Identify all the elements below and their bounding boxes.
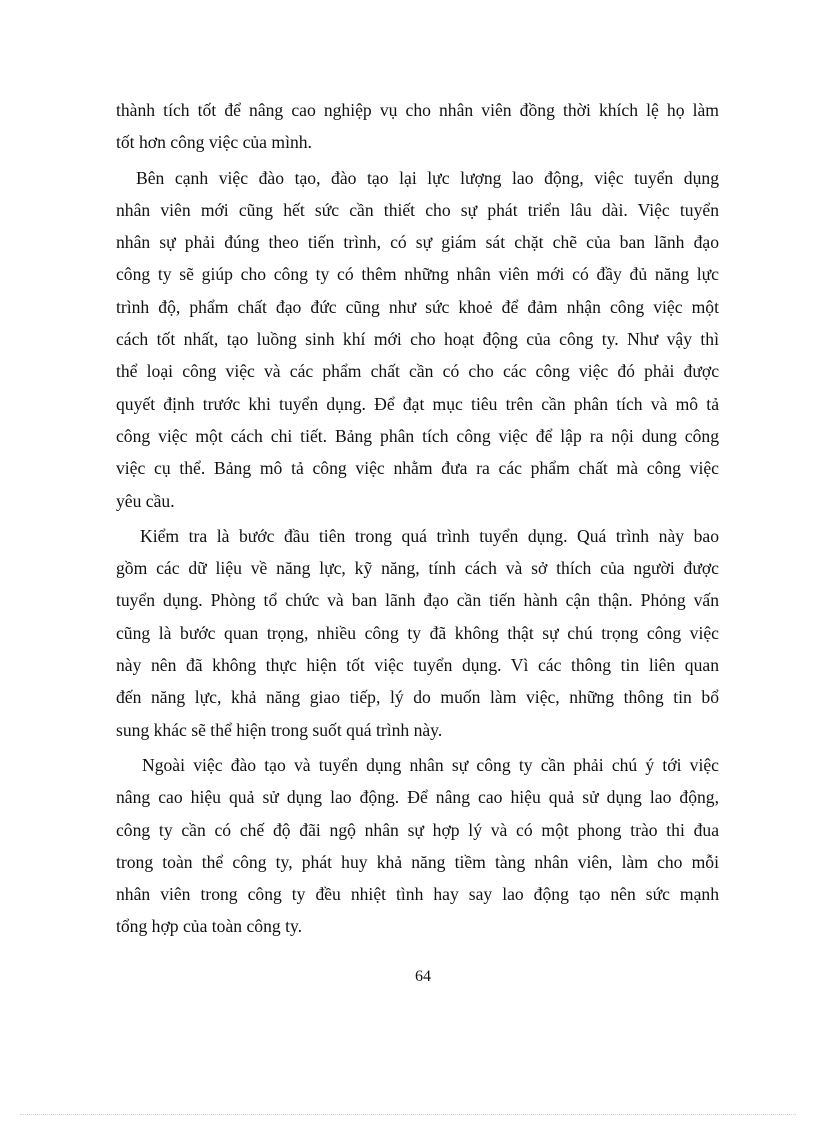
text-line: gồm các dữ liệu về năng lực, kỹ năng, tính cách và sở thích của người được: [116, 558, 719, 579]
text-line: tốt hơn công việc của mình.: [116, 132, 312, 153]
text-line: nâng cao hiệu quả sử dụng lao động. Để nâng cao hiệu quả sử dụng lao động,: [116, 787, 719, 808]
text-line: quyết định trước khi tuyển dụng. Để đạt mục tiêu trên cần phân tích và mô tả: [116, 393, 719, 414]
text-line: Ngoài việc đào tạo và tuyển dụng nhân sự công ty cần phải chú ý tới việc: [142, 754, 719, 775]
text-line: thể loại công việc và các phẩm chất cần có cho các công việc đó phải được: [116, 361, 719, 382]
text-line: nhân sự phải đúng theo tiến trình, có sự giám sát chặt chẽ của ban lãnh đạo: [116, 232, 719, 253]
text-line: thành tích tốt để nâng cao nghiệp vụ cho nhân viên đồng thời khích lệ họ làm: [116, 100, 719, 120]
text-line: Bên cạnh việc đào tạo, đào tạo lại lực lượng lao động, việc tuyển dụng: [136, 167, 719, 188]
paragraph-4: [116, 749, 719, 943]
text-line: cũng là bước quan trọng, nhiều công ty đã không thật sự chú trọng công việc: [116, 622, 719, 643]
text-line: trong toàn thể công ty, phát huy khả năng tiềm tàng nhân viên, làm cho mỗi: [116, 851, 719, 872]
body-text: [116, 94, 719, 943]
text-line: này nên đã không thực hiện tốt việc tuyển dụng. Vì các thông tin liên quan: [116, 655, 719, 676]
text-line: tổng hợp của toàn công ty.: [116, 916, 303, 937]
text-line: yêu cầu.: [116, 490, 175, 511]
text-line: công ty cần có chế độ đãi ngộ nhân sự hợp lý và có một phong trào thi đua: [116, 819, 719, 840]
paragraph-1: [116, 94, 719, 159]
page-number: 64: [415, 968, 431, 985]
text-line: nhân viên mới cũng hết sức cần thiết cho sự phát triển lâu dài. Việc tuyển: [116, 199, 719, 220]
text-line: trình độ, phẩm chất đạo đức cũng như sức khoẻ để đảm nhận công việc một: [116, 296, 719, 317]
text-line: cách tốt nhất, tạo luồng sinh khí mới cho hoạt động của công ty. Như vậy thì: [116, 329, 719, 350]
text-line: sung khác sẽ thể hiện trong suốt quá trình này.: [116, 719, 443, 740]
text-line: tuyển dụng. Phòng tổ chức và ban lãnh đạo cần tiến hành cận thận. Phỏng vấn: [116, 590, 719, 611]
text-line: nhân viên trong công ty đều nhiệt tình hay say lao động tạo nên sức mạnh: [116, 884, 719, 905]
text-line: Kiểm tra là bước đầu tiên trong quá trình tuyển dụng. Quá trình này bao: [140, 525, 719, 546]
text-line: đến năng lực, khả năng giao tiếp, lý do muốn làm việc, những thông tin bổ: [116, 687, 719, 708]
paragraph-2: [116, 162, 719, 517]
text-line: việc cụ thể. Bảng mô tả công việc nhằm đưa ra các phẩm chất mà công việc: [116, 458, 719, 479]
text-line: công việc một cách chi tiết. Bảng phân tích công việc để lập ra nội dung công: [116, 425, 719, 446]
paragraph-3: [116, 520, 719, 746]
page-bottom-divider: [20, 1114, 796, 1115]
text-line: công ty sẽ giúp cho công ty có thêm những nhân viên mới có đầy đủ năng lực: [116, 264, 719, 285]
